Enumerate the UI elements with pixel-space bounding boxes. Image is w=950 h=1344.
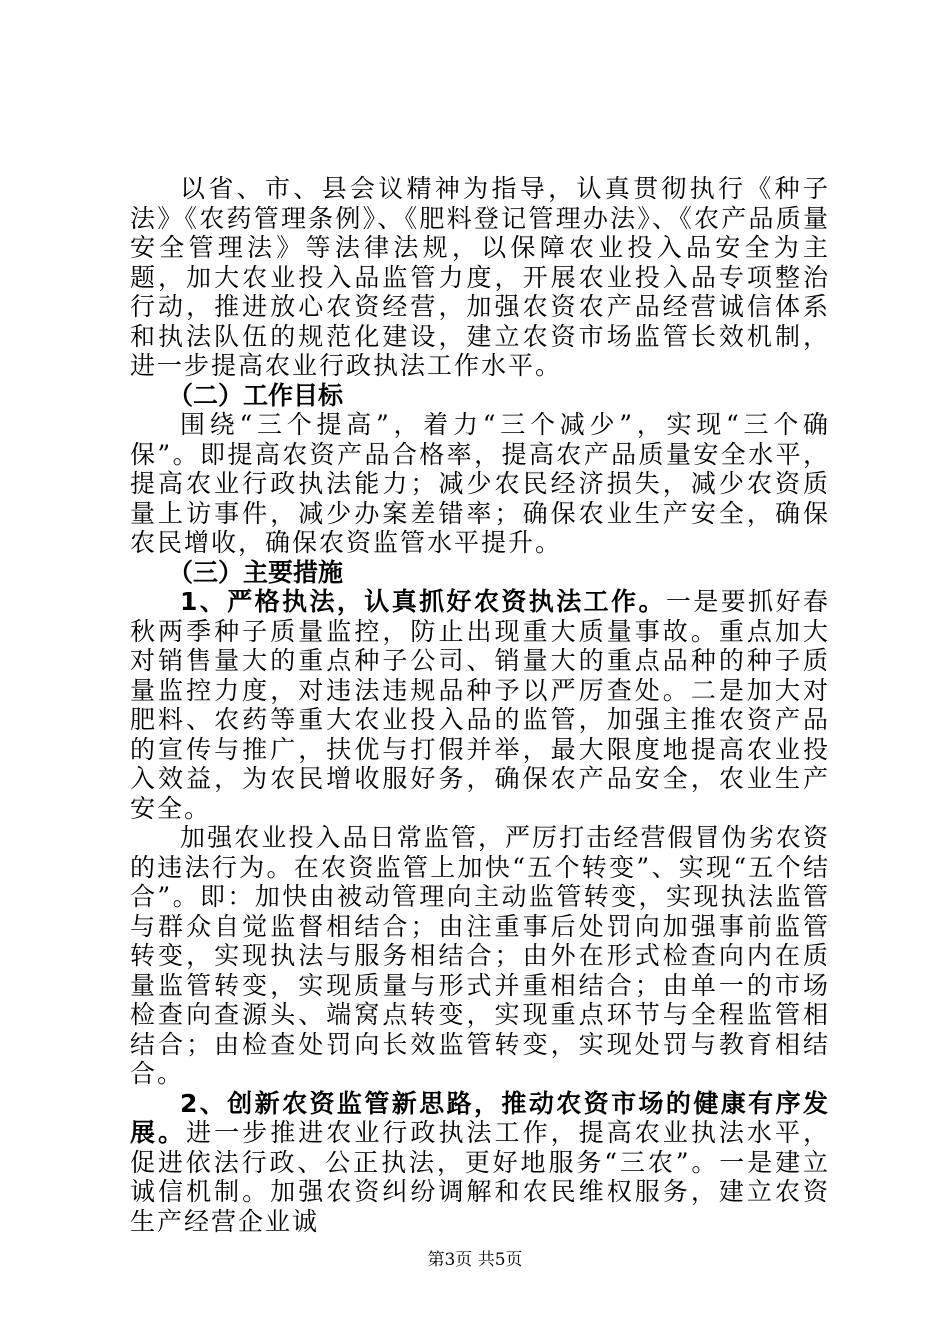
- paragraph-guiding-principle: 以省、市、县会议精神为指导，认真贯彻执行《种子法》《农药管理条例》、《肥料登记管理办法》、《农产品质量安全管理法》等法律法规，以保障农业投入品安全为主题，加大农业投入品监管力度，开展农业投入品专项整治行动，推进放心农资经营，加强农资农产品经营诚信体系和执法队伍的规范化建设，建立农资市场监管长效机制，进一步提高农业行政执法工作水平。: [130, 174, 830, 380]
- paragraph-daily-supervision: 加强农业投入品日常监管，严厉打击经营假冒伪劣农资的违法行为。在农资监管上加快“五个转变”、实现“五个结合”。即：加快由被动管理向主动监管转变，实现执法监管与群众自觉监督相结合；由注重事后处罚向加强事前监管转变，实现执法与服务相结合；由外在形式检查向内在质量监管转变，实现质量与形式并重相结合；由单一的市场检查向查源头、端窝点转变，实现重点环节与全程监管相结合；由检查处罚向长效监管转变，实现处罚与教育相结合。: [130, 823, 830, 1088]
- measure-2-body: 进一步推进农业行政执法工作，提高农业执法水平，促进依法行政、公正执法，更好地服务“三农”。一是建立诚信机制。加强农资纠纷调解和农民维权服务，建立农资生产经营企业诚: [130, 1118, 830, 1236]
- heading-main-measures: （三）主要措施: [168, 557, 344, 587]
- document-body: [130, 174, 830, 1236]
- paragraph-work-goals: 围绕“三个提高”，着力“三个减少”，实现“三个确保”。即提高农资产品合格率，提高农产品质量安全水平，提高农业行政执法能力；减少农民经济损失，减少农资质量上访事件，减少办案差错率；确保农业生产安全，确保农民增收，确保农资监管水平提升。: [130, 410, 830, 557]
- paragraph-measure-2: [130, 1089, 830, 1237]
- paragraph-measure-1: [130, 587, 830, 823]
- measure-2-title: 2、创新农资监管新思路，推动农资市场的健康有序发展。: [130, 1088, 830, 1147]
- heading-work-goals: （二）工作目标: [168, 380, 344, 410]
- page-number-footer: 第3页 共5页: [427, 1250, 523, 1270]
- measure-1-title: 1、严格执法，认真抓好农资执法工作。: [180, 587, 666, 616]
- measure-1-body: 一是要抓好春秋两季种子质量监控，防止出现重大质量事故。重点加大对销售量大的重点种子公司、销量大的重点品种的种子质量监控力度，对违法违规品种予以严厉查处。二是加大对肥料、农药等重大农业投入品的监管，加强主推农资产品的宣传与推广，扶优与打假并举，最大限度地提高农业投入效益，为农民增收服好务，确保农产品安全，农业生产安全。: [130, 587, 830, 823]
